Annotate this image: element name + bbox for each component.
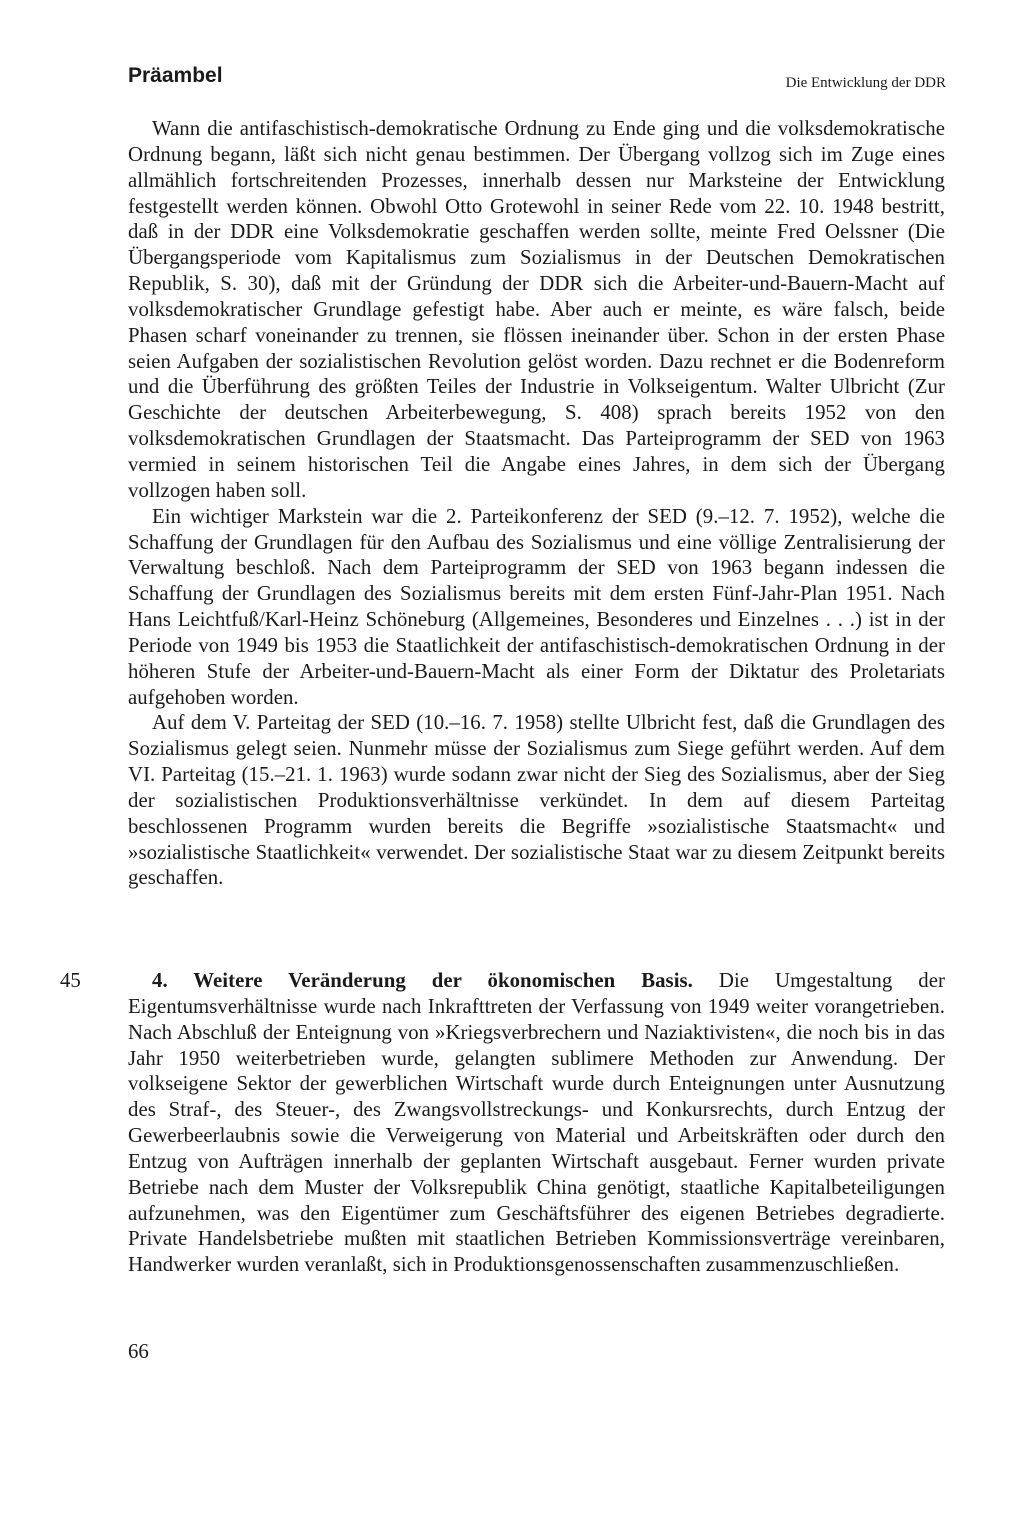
section-45-block [128, 968, 945, 1278]
page-number: 66 [128, 1340, 149, 1363]
margin-number: 45 [60, 969, 81, 992]
section-paragraph [128, 968, 945, 1278]
main-text-block [128, 116, 945, 891]
section-heading: 4. Weitere Veränderung der ökonomischen Basis. [152, 969, 693, 992]
paragraph: Auf dem V. Parteitag der SED (10.–16. 7. 1958) stellte Ulbricht fest, daß die Grundlagen des Sozialismus gelegt seien. Nunmehr müsse der Sozialismus zum Siege geführt werden. Auf dem VI. Parteitag (15.–21. 1. 1963) wurde sodann zwar nicht der Sieg des Sozialismus, aber der Sieg der sozialistischen Produktionsverhältnisse verkündet. In dem auf diesem Parteitag beschlossenen Programm wurden bereits die Begriffe »sozialistische Staatsmacht« und »sozialistische Staatlichkeit« verwendet. Der sozialistische Staat war zu diesem Zeitpunkt bereits geschaffen. [128, 711, 945, 890]
paragraph: Wann die antifaschistisch-demokratische Ordnung zu Ende ging und die volksdemokratische Ordnung begann, läßt sich nicht genau bestimmen. Der Übergang vollzog sich im Zuge eines allmählich fortschreitenden Prozesses, innerhalb dessen nur Marksteine der Entwicklung festgestellt werden können. Obwohl Otto Grotewohl in seiner Rede vom 22. 10. 1948 bestritt, daß in der DDR eine Volksdemokratie geschaffen werden sollte, meinte Fred Oelssner (Die Übergangsperiode vom Kapitalismus zum Sozialismus in der Deutschen Demokratischen Republik, S. 30), daß mit der Gründung der DDR sich die Arbeiter-und-Bauern-Macht auf volksdemokratischer Grundlage gefestigt habe. Aber auch er meinte, es wäre falsch, beide Phasen scharf voneinander zu trennen, sie flössen ineinander über. Schon in der ersten Phase seien Aufgaben der sozialistischen Revolution gelöst worden. Dazu rechnet er die Bodenreform und die Überführung des größten Teiles der Industrie in Volkseigentum. Walter Ulbricht (Zur Geschichte der deutschen Arbeiterbewegung, S. 408) sprach bereits 1952 von den volksdemokratischen Grundlagen der Staatsmacht. Das Parteiprogramm der SED von 1963 vermied in seinem historischen Teil die Angabe eines Jahres, in dem sich der Übergang vollzogen haben soll. [128, 117, 945, 502]
section-title: Präambel [128, 64, 223, 87]
paragraph: Ein wichtiger Markstein war die 2. Parteikonferenz der SED (9.–12. 7. 1952), welche die Schaffung der Grundlagen für den Aufbau des Sozialismus und eine völlige Zentralisierung der Verwaltung beschloß. Nach dem Parteiprogramm der SED von 1963 begann indessen die Schaffung der Grundlagen des Sozialismus bereits mit dem ersten Fünf-Jahr-Plan 1951. Nach Hans Leichtfuß/Karl-Heinz Schöneburg (Allgemeines, Besonderes und Einzelnes . . .) ist in der Periode von 1949 bis 1953 die Staatlichkeit der antifaschistisch-demokratischen Ordnung in der höheren Stufe der Arbeiter-und-Bauern-Macht als einer Form der Diktatur des Proletariats aufgehoben worden. [128, 504, 945, 709]
running-title: Die Entwicklung der DDR [785, 75, 946, 91]
section-text: Die Umgestaltung der Eigentumsverhältnisse wurde nach Inkrafttreten der Verfassung von 1949 weiter vorangetrieben. Nach Abschluß der Enteignung von »Kriegsverbrechern und Naziaktivisten«, die noch bis in das Jahr 1950 weiterbetrieben wurde, gelangten sublimere Methoden zur Anwendung. Der volkseigene Sektor der gewerblichen Wirtschaft wurde durch Enteignungen unter Ausnutzung des Straf-, des Steuer-, des Zwangsvollstreckungs- und Konkursrechts, durch Entzug der Gewerbeerlaubnis sowie die Verweigerung von Material und Arbeitskräften oder durch den Entzug von Aufträgen innerhalb der geplanten Wirtschaft ausgebaut. Ferner wurden private Betriebe nach dem Muster der Volksrepublik China genötigt, staatliche Kapitalbeteiligungen aufzunehmen, was den Eigentümer zum Geschäftsführer des eigenen Betriebes degradierte. Private Handelsbetriebe mußten mit staatlichen Betrieben Kommissionsverträge vereinbaren, Handwerker wurden veranlaßt, sich in Produktionsgenossenschaften zusammenzuschließen. [128, 969, 945, 1277]
